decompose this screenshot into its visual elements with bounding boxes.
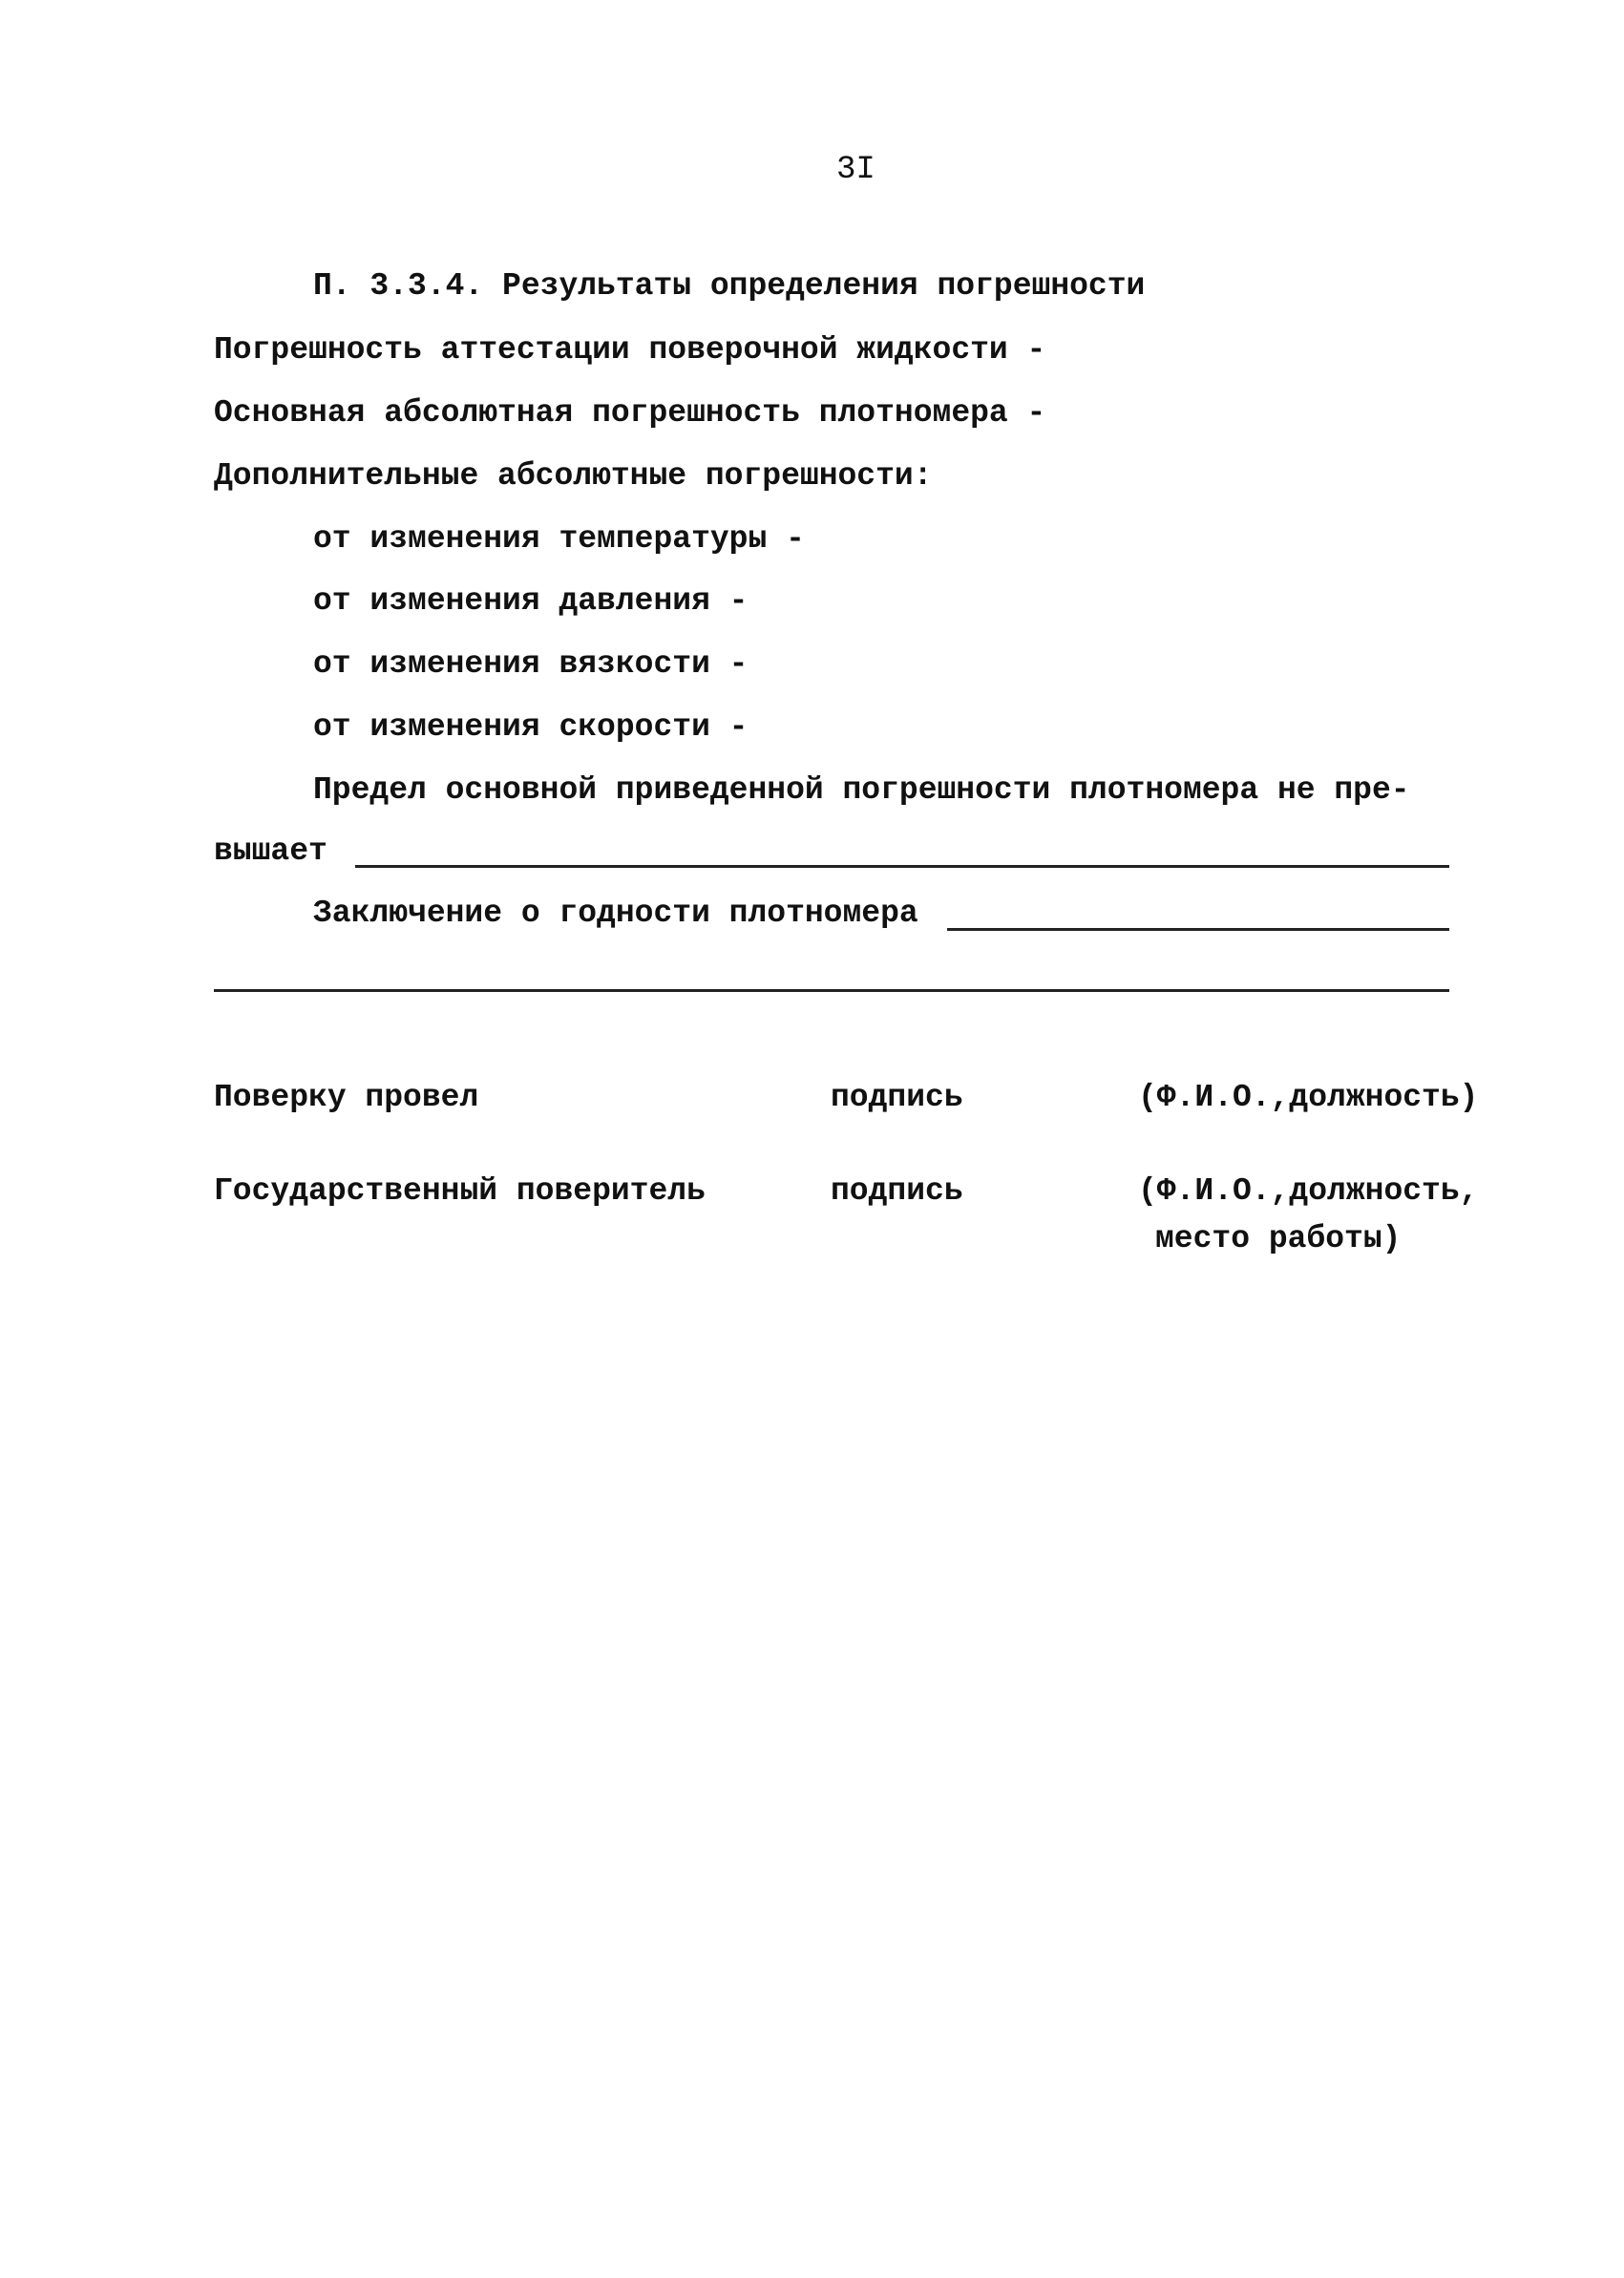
attestation-error-line: Погрешность аттестации поверочной жидкости - (214, 332, 1046, 368)
conclusion-label: Заключение о годности плотномера (313, 896, 918, 931)
conclusion-blank[interactable] (947, 928, 1449, 931)
conclusion-continuation-blank[interactable] (214, 989, 1449, 992)
sub-item-temperature: от изменения температуры - (313, 521, 805, 557)
basic-abs-error-line: Основная абсолютная погрешность плотномера - (214, 395, 1046, 431)
signature-details: (Ф.И.О.,должность) (1138, 1080, 1479, 1115)
sub-item-speed: от изменения скорости - (313, 709, 749, 745)
signature-role: Государственный поверитель (214, 1173, 706, 1209)
signature-details: (Ф.И.О.,должность, (1138, 1173, 1479, 1209)
signature-role: Поверку провел (214, 1080, 479, 1115)
sub-item-viscosity: от изменения вязкости - (313, 646, 749, 682)
limit-value-blank[interactable] (355, 865, 1449, 868)
limit-statement-line1: Предел основной приведенной погрешности плотномера не пре- (313, 772, 1410, 808)
section-heading: П. 3.3.4. Результаты определения погрешности (313, 268, 1146, 304)
additional-errors-line: Дополнительные абсолютные погрешности: (214, 458, 933, 494)
signature-label: подпись (831, 1173, 963, 1209)
signature-details-continued: место работы) (1155, 1221, 1402, 1256)
sub-item-pressure: от изменения давления - (313, 583, 749, 619)
limit-statement-line2: вышает (214, 833, 327, 869)
signature-label: подпись (831, 1080, 963, 1115)
page-number: 3I (836, 152, 875, 188)
